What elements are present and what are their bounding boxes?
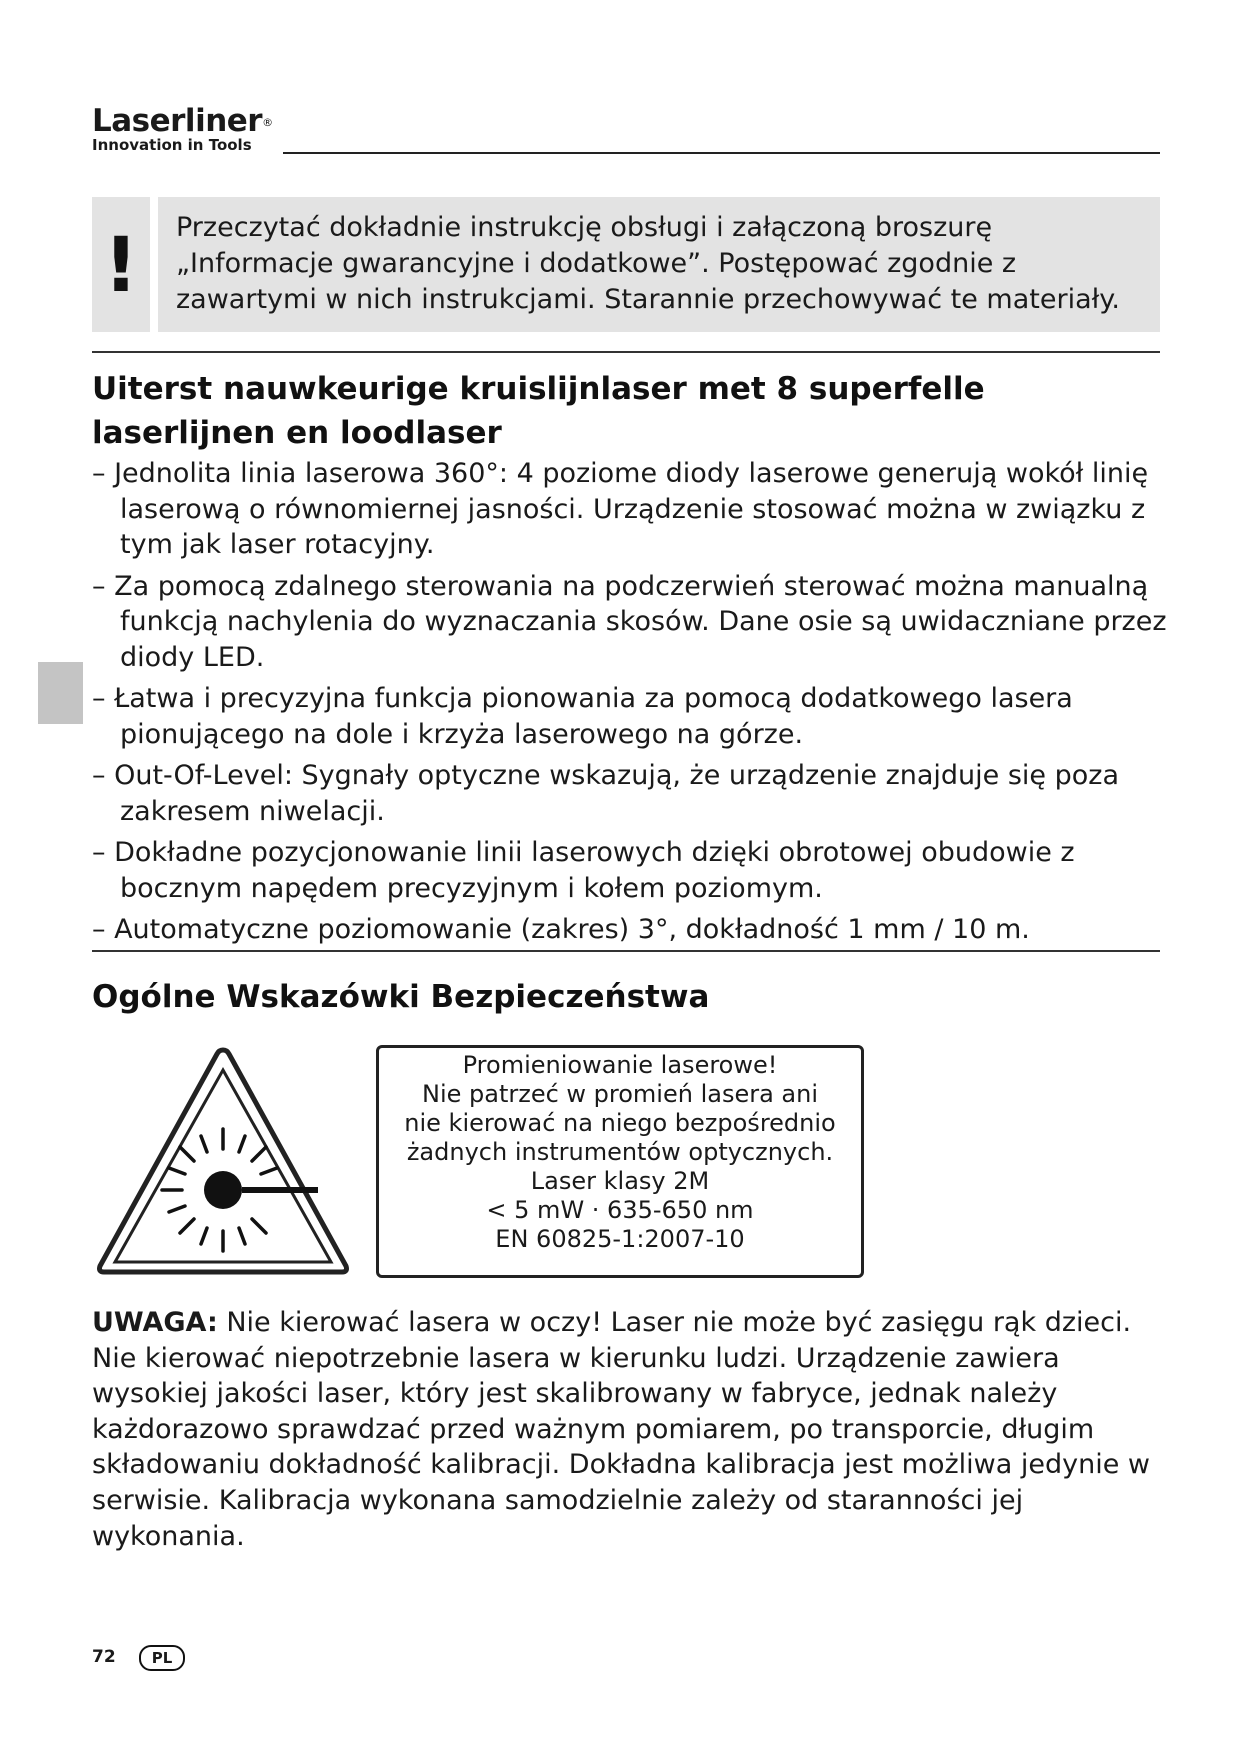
list-item: – Jednolita linia laserowa 360°: 4 poziome diody laserowe generują wokół linię laserową o równomiernej jasności. Urządzenie stosować można w związku z tym jak laser rotacyjny. xyxy=(92,458,1149,560)
header-rule xyxy=(283,152,1160,154)
notice-box xyxy=(158,197,1160,332)
label-text xyxy=(376,1051,864,1254)
safety-heading: Ogólne Wskazówki Bezpieczeństwa xyxy=(92,979,710,1015)
label-line: Nie patrzeć w promień lasera ani xyxy=(421,1080,819,1108)
registered-mark: ® xyxy=(262,116,273,129)
laser-warning-triangle-icon xyxy=(92,1040,354,1280)
caution-paragraph xyxy=(92,1305,1167,1554)
list-item: – Łatwa i precyzyjna funkcja pionowania za pomocą dodatkowego lasera pionującego na dole i krzyża laserowego na górze. xyxy=(92,683,1073,750)
label-line: nie kierować na niego bezpośrednio xyxy=(404,1109,836,1137)
notice-text: Przeczytać dokładnie instrukcję obsługi i załączoną broszurę „Informacje gwarancyjne i dodatkowe”. Postępować zgodnie z zawartymi w nich instrukcjami. Starannie przechowywać te materiały. xyxy=(176,212,1120,315)
features-heading: Uiterst nauwkeurige kruislijnlaser met 8 superfelle laserlijnen en loodlaser xyxy=(92,371,985,451)
section-divider xyxy=(92,950,1160,952)
read-manual-notice xyxy=(92,197,1160,332)
language-badge: PL xyxy=(139,1645,185,1671)
features-list xyxy=(92,456,1167,954)
list-item: – Dokładne pozycjonowanie linii laserowych dzięki obrotowej obudowie z bocznym napędem precyzyjnym i kołem poziomym. xyxy=(92,837,1075,904)
caution-text: Nie kierować lasera w oczy! Laser nie może być zasięgu rąk dzieci. Nie kierować niepotrzebnie lasera w kierunku ludzi. Urządzenie zawiera wysokiej jakości laser, który jest skalibrowany w fabryce, jednak należy każdorazowo sprawdzać przed ważnym pomiarem, po transporcie, długim składowaniu dokładność kalibracji. Dokładna kalibracja jest możliwa jedynie w serwisie. Kalibracja wykonana samodzielnie zależy od staranności jej wykonania. xyxy=(92,1307,1150,1552)
section-divider xyxy=(92,351,1160,353)
list-item: – Za pomocą zdalnego sterowania na podczerwień sterować można manualną funkcją nachylenia do wyznaczania skosów. Dane osie są uwidaczniane przez diody LED. xyxy=(92,570,1167,673)
label-line: EN 60825-1:2007-10 xyxy=(495,1225,745,1253)
side-tab-marker xyxy=(38,662,83,724)
brand-name: Laserliner® xyxy=(92,103,273,139)
exclamation-icon: ! xyxy=(92,197,150,332)
label-line: Promieniowanie laserowe! xyxy=(462,1051,778,1079)
list-item: – Automatyczne poziomowanie (zakres) 3°, dokładność 1 mm / 10 m. xyxy=(92,914,1030,945)
label-line: Laser klasy 2M xyxy=(530,1167,710,1195)
brand-logo xyxy=(92,104,273,153)
page-number: 72 xyxy=(92,1647,116,1667)
list-item: – Out-Of-Level: Sygnały optyczne wskazują, że urządzenie znajduje się poza zakresem niwelacji. xyxy=(92,760,1119,827)
label-line: < 5 mW · 635-650 nm xyxy=(486,1196,754,1224)
brand-tagline: Innovation in Tools xyxy=(92,136,252,154)
label-line: żadnych instrumentów optycznych. xyxy=(406,1138,834,1166)
laser-class-label xyxy=(376,1045,864,1278)
caution-label: UWAGA: xyxy=(92,1307,218,1338)
